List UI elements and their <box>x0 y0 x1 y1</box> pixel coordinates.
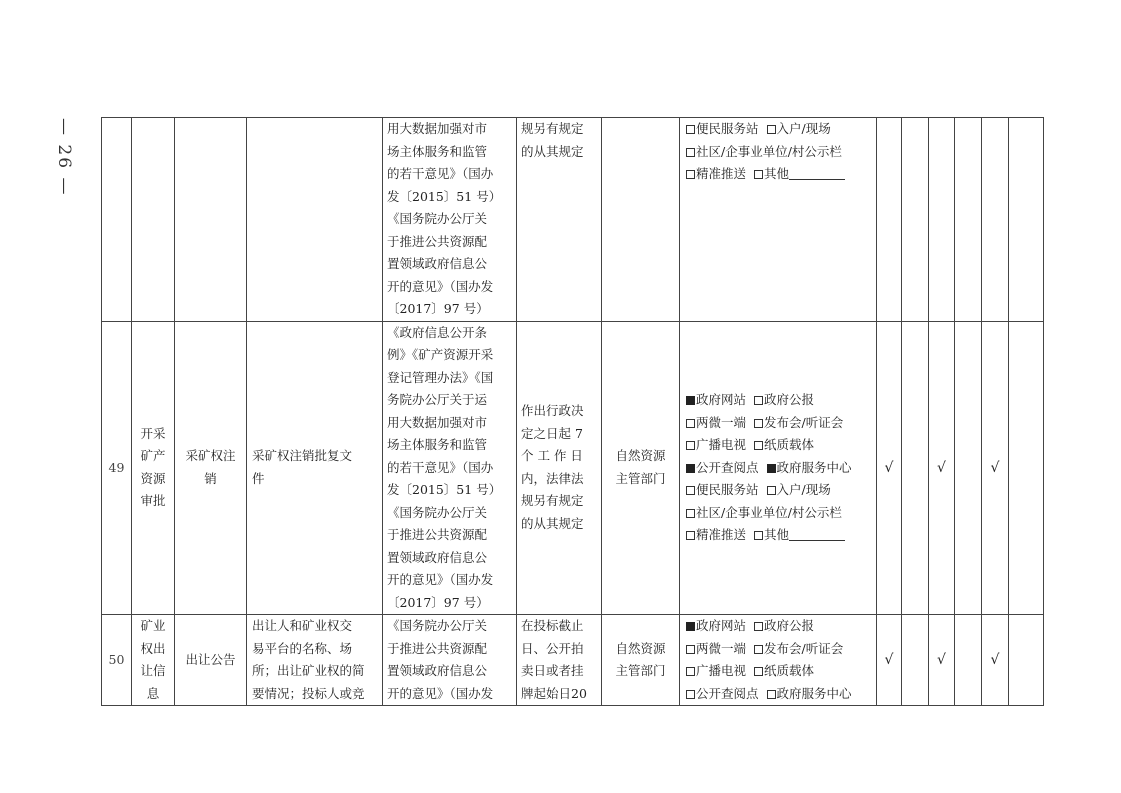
channel-line <box>686 434 870 457</box>
cell-line: 销 <box>204 470 217 486</box>
checked-box-icon <box>767 464 776 473</box>
channel-line <box>686 118 870 141</box>
subject-cell <box>602 321 680 615</box>
cell-line: 息 <box>146 685 160 701</box>
cell-line: 定之日起 7 <box>521 425 583 441</box>
content-cell <box>247 118 383 322</box>
channel-label: 发布会/听证会 <box>764 640 844 656</box>
content-cell <box>247 615 383 706</box>
mark-cell <box>955 615 982 706</box>
cell-line: 于推进公共资源配 <box>387 233 488 249</box>
mark-cell <box>1009 615 1044 706</box>
cell-line: 在投标截止 <box>521 618 584 633</box>
channel-label: 入户/现场 <box>776 121 831 136</box>
unchecked-box-icon <box>686 690 695 699</box>
item-cell <box>175 118 247 322</box>
basis-cell <box>383 615 517 706</box>
fill-blank-line <box>789 526 845 541</box>
cell-line: 开的意见》（国办发 <box>387 278 494 294</box>
cell-line: 置领域政府信息公 <box>387 549 488 565</box>
mark-cell: √ <box>982 615 1009 706</box>
mark-cell <box>1009 118 1044 322</box>
unchecked-box-icon <box>686 486 695 495</box>
channel-line <box>686 502 870 525</box>
channel-label: 精准推送 <box>696 166 747 181</box>
unchecked-box-icon <box>754 645 763 654</box>
mark-cell: √ <box>877 321 902 615</box>
subject-cell <box>602 615 680 706</box>
channel-label: 政府服务中心 <box>776 459 852 475</box>
cell-line: 规另有规定 <box>521 493 584 509</box>
unchecked-box-icon <box>686 419 695 428</box>
channel-label: 发布会/听证会 <box>764 414 844 430</box>
disclosure-table <box>101 117 1044 706</box>
cell-line: 置领域政府信息公 <box>387 256 488 271</box>
cell-line: 要情况；投标人或竞 <box>252 685 365 701</box>
cell-line: 的若干意见》（国办 <box>387 459 494 475</box>
page-number: — 26 — <box>54 118 74 197</box>
channel-line <box>686 524 870 547</box>
channel-label: 便民服务站 <box>696 482 759 497</box>
cell-line: 〔2017〕97 号） <box>387 594 489 610</box>
channel-line <box>686 163 870 186</box>
cell-line: 例》《矿产资源开采 <box>387 347 494 362</box>
checked-box-icon <box>686 396 695 405</box>
item-number-cell <box>102 118 132 322</box>
cell-line: 登记管理办法》《国 <box>387 369 494 385</box>
channel-line <box>686 683 870 706</box>
cell-line: 开采 <box>140 425 166 441</box>
cell-line: 内，法律法 <box>521 470 584 486</box>
cell-line: 场主体服务和监管 <box>387 437 488 452</box>
unchecked-box-icon <box>754 396 763 405</box>
unchecked-box-icon <box>754 419 763 428</box>
cell-line: 矿产 <box>140 448 166 464</box>
cell-line: 所；出让矿业权的简 <box>252 663 365 678</box>
cell-line: 发〔2015〕51 号） <box>387 188 502 204</box>
cell-line: 易平台的名称、场 <box>252 640 353 656</box>
unchecked-box-icon <box>686 125 695 134</box>
mark-cell: √ <box>929 615 955 706</box>
channel-label: 纸质载体 <box>764 663 815 678</box>
mark-cell: √ <box>929 321 955 615</box>
cell-line: 于推进公共资源配 <box>387 640 488 656</box>
cell-line: 日、公开拍 <box>521 640 584 656</box>
channel-label: 纸质载体 <box>764 437 815 452</box>
unchecked-box-icon <box>686 531 695 540</box>
channel-label: 其他 <box>764 527 790 542</box>
mark-cell: √ <box>982 321 1009 615</box>
channel-label: 广播电视 <box>696 663 747 678</box>
fill-blank-line <box>789 165 845 180</box>
channel-label: 其他 <box>764 166 790 181</box>
channel-label: 两微一端 <box>696 640 747 656</box>
channel-label: 社区/企事业单位/村公示栏 <box>696 504 842 520</box>
unchecked-box-icon <box>754 441 763 450</box>
table-row <box>102 615 1044 706</box>
channels-list <box>686 615 870 705</box>
channel-line <box>686 638 870 661</box>
channels-cell <box>680 118 877 322</box>
item-number-cell: 50 <box>102 615 132 706</box>
subject-cell <box>602 118 680 322</box>
time-limit-cell <box>517 118 602 322</box>
cell-line: 的从其规定 <box>521 515 584 531</box>
unchecked-box-icon <box>686 148 695 157</box>
channel-label: 政府服务中心 <box>776 685 852 701</box>
channel-label: 广播电视 <box>696 437 747 452</box>
channel-label: 入户/现场 <box>776 482 831 497</box>
cell-line: 的从其规定 <box>521 143 584 159</box>
cell-line: 权出 <box>140 640 166 656</box>
mark-cell <box>902 615 929 706</box>
mark-cell <box>955 321 982 615</box>
cell-line: 自然资源 <box>615 448 666 464</box>
unchecked-box-icon <box>686 667 695 676</box>
content-cell <box>247 321 383 615</box>
category-cell <box>132 118 175 322</box>
unchecked-box-icon <box>754 170 763 179</box>
cell-line: 用大数据加强对市 <box>387 121 488 136</box>
channel-line <box>686 412 870 435</box>
item-cell <box>175 321 247 615</box>
cell-line: 自然资源 <box>615 640 666 656</box>
unchecked-box-icon <box>767 486 776 495</box>
cell-line: 场主体服务和监管 <box>387 143 488 159</box>
cell-line: 务院办公厅关于运 <box>387 392 488 407</box>
cell-line: 件 <box>252 470 265 486</box>
channels-list <box>686 389 870 547</box>
table-row <box>102 118 1044 322</box>
cell-line: 出让公告 <box>185 651 236 667</box>
checked-box-icon <box>686 464 695 473</box>
channel-label: 社区/企事业单位/村公示栏 <box>696 143 842 159</box>
item-number-cell: 49 <box>102 321 132 615</box>
channel-label: 政府公报 <box>764 618 815 633</box>
channel-line <box>686 457 870 480</box>
cell-line: 于推进公共资源配 <box>387 527 488 542</box>
checked-box-icon <box>686 622 695 631</box>
time-limit-cell <box>517 615 602 706</box>
channel-line <box>686 479 870 502</box>
channel-label: 政府公报 <box>764 392 815 407</box>
cell-line: 资源 <box>140 470 166 486</box>
cell-line: 用大数据加强对市 <box>387 414 488 430</box>
cell-line: 让信 <box>140 663 166 678</box>
cell-line: 《国务院办公厅关 <box>387 211 488 226</box>
cell-line: 出让人和矿业权交 <box>252 618 353 633</box>
channel-label: 公开查阅点 <box>696 685 759 701</box>
channel-line <box>686 660 870 683</box>
cell-line: 牌起始日20 <box>521 685 587 701</box>
mark-cell: √ <box>877 615 902 706</box>
unchecked-box-icon <box>686 509 695 518</box>
mark-cell <box>1009 321 1044 615</box>
mark-cell <box>902 321 929 615</box>
channel-line <box>686 389 870 412</box>
channel-label: 精准推送 <box>696 527 747 542</box>
unchecked-box-icon <box>686 170 695 179</box>
cell-line: 卖日或者挂 <box>521 663 584 678</box>
unchecked-box-icon <box>754 531 763 540</box>
unchecked-box-icon <box>754 622 763 631</box>
time-limit-cell <box>517 321 602 615</box>
basis-cell <box>383 118 517 322</box>
channel-line <box>686 141 870 164</box>
channel-line <box>686 615 870 638</box>
cell-line: 《国务院办公厅关 <box>387 504 488 520</box>
channels-list <box>686 118 870 186</box>
channel-label: 政府网站 <box>696 618 747 633</box>
channel-label: 政府网站 <box>696 392 747 407</box>
cell-line: 主管部门 <box>615 470 666 486</box>
cell-line: 发〔2015〕51 号） <box>387 482 502 497</box>
cell-line: 开的意见》（国办发 <box>387 685 494 701</box>
cell-line: 主管部门 <box>615 663 666 678</box>
unchecked-box-icon <box>767 690 776 699</box>
mark-cell <box>955 118 982 322</box>
cell-line: 矿业 <box>140 618 166 633</box>
unchecked-box-icon <box>686 645 695 654</box>
mark-cell <box>982 118 1009 322</box>
cell-line: 的若干意见》（国办 <box>387 166 494 181</box>
unchecked-box-icon <box>754 667 763 676</box>
mark-cell <box>877 118 902 322</box>
cell-line: 《国务院办公厅关 <box>387 618 488 633</box>
channel-label: 便民服务站 <box>696 121 759 136</box>
cell-line: 《政府信息公开条 <box>387 324 488 340</box>
channels-cell <box>680 321 877 615</box>
channels-cell <box>680 615 877 706</box>
cell-line: 开的意见》（国办发 <box>387 572 494 587</box>
basis-cell <box>383 321 517 615</box>
cell-line: 个 工 作 日 <box>521 448 583 464</box>
table-row <box>102 321 1044 615</box>
cell-line: 采矿权注 <box>185 448 236 464</box>
cell-line: 〔2017〕97 号） <box>387 301 489 316</box>
unchecked-box-icon <box>686 441 695 450</box>
cell-line: 置领域政府信息公 <box>387 663 488 678</box>
channel-label: 两微一端 <box>696 414 747 430</box>
cell-line: 审批 <box>140 493 166 509</box>
channel-label: 公开查阅点 <box>696 459 759 475</box>
item-cell <box>175 615 247 706</box>
cell-line: 规另有规定 <box>521 121 584 136</box>
mark-cell <box>902 118 929 322</box>
cell-line: 作出行政决 <box>521 403 584 419</box>
unchecked-box-icon <box>767 125 776 134</box>
category-cell <box>132 321 175 615</box>
category-cell <box>132 615 175 706</box>
cell-line: 采矿权注销批复文 <box>252 448 353 464</box>
mark-cell <box>929 118 955 322</box>
